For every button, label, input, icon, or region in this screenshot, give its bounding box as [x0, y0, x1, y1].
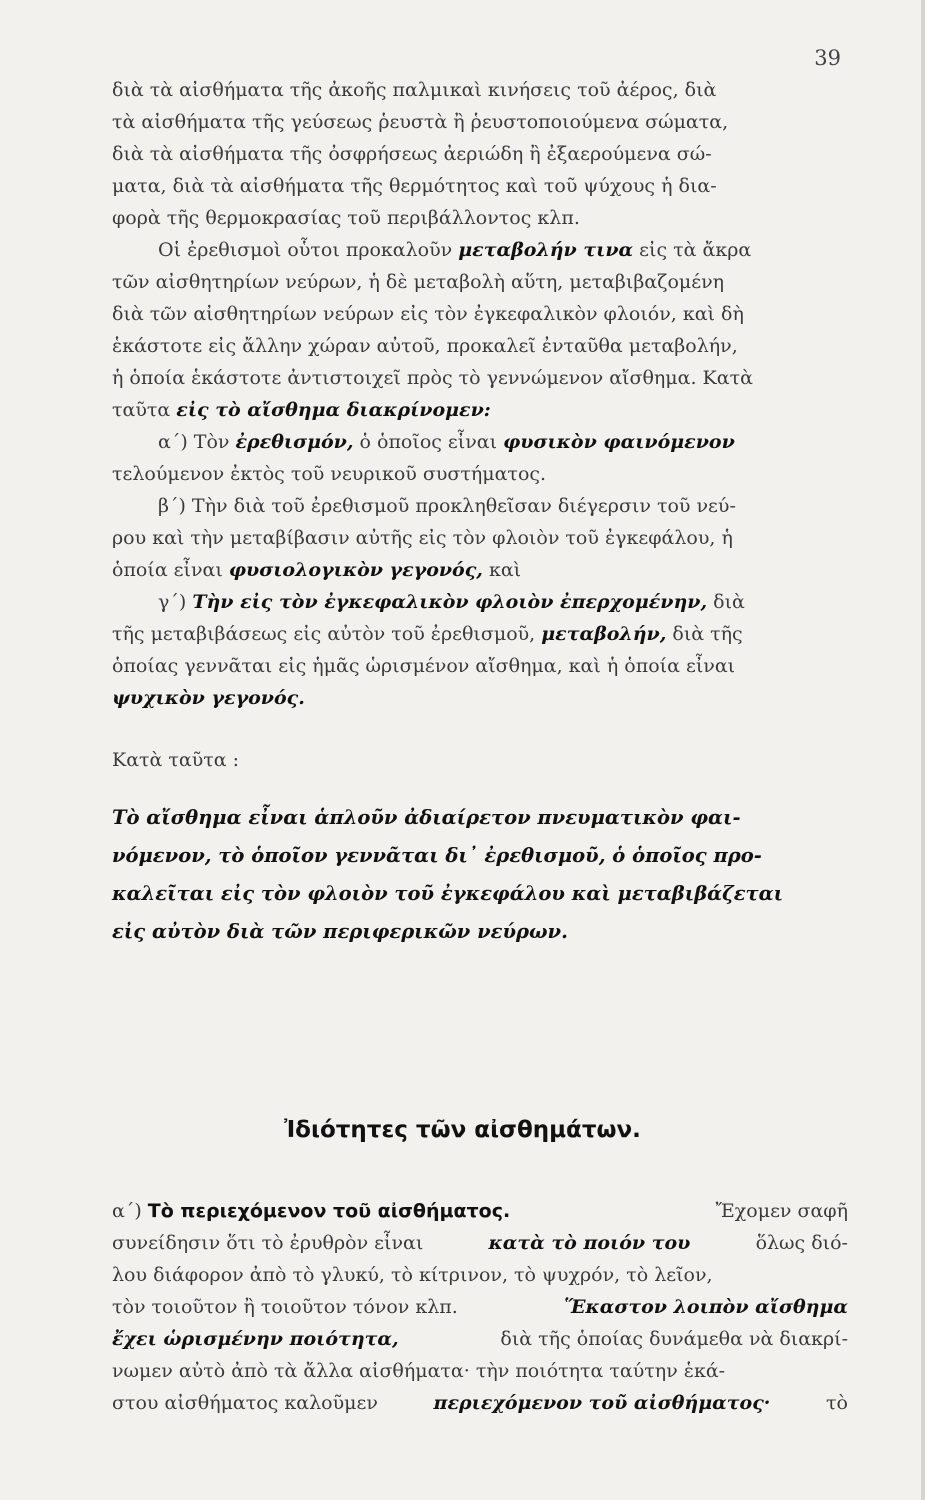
- text-line: ἑκάστοτε εἰς ἄλλην χώραν αὐτοῦ, προκαλεῖ ἐνταῦθα μεταβολήν,: [112, 335, 738, 357]
- list-item-gamma: γ΄) Τὴν εἰς τὸν ἐγκεφαλικὸν φλοιὸν ἐπερχομένην, διὰ: [158, 591, 745, 613]
- list-item-beta: β΄) Τὴν διὰ τοῦ ἐρεθισμοῦ προκληθεῖσαν διέγερσιν τοῦ νεύ-: [158, 495, 736, 517]
- text-line: Οἱ ἐρεθισμοὶ οὗτοι προκαλοῦν μεταβολήν τινα εἰς τὰ ἄκρα: [158, 239, 752, 261]
- text-line: λου διάφορον ἀπὸ τὸ γλυκύ, τὸ κίτρινον, τὸ ψυχρόν, τὸ λεῖον,: [112, 1264, 713, 1286]
- text-line: τὰ αἰσθήματα τῆς γεύσεως ῥευστὰ ἢ ῥευστοποιούμενα σώματα,: [112, 111, 729, 133]
- text-line: διὰ τὰ αἰσθήματα τῆς ἀκοῆς παλμικαὶ κινήσεις τοῦ ἀέρος, διὰ: [112, 79, 717, 101]
- spacer: [112, 714, 848, 744]
- section-heading: Ἰδιότητες τῶν αἰσθημάτων.: [284, 1117, 641, 1143]
- definition-block: [112, 802, 848, 954]
- definition-line: Τὸ αἴσθημα εἶναι ἁπλοῦν ἀδιαίρετον πνευματικὸν φαι-: [112, 806, 741, 829]
- text-line: ματα, διὰ τὰ αἰσθήματα τῆς θερμότητος καὶ τοῦ ψύχους ἡ δια-: [112, 175, 717, 197]
- text-line: ψυχικὸν γεγονός.: [112, 687, 305, 709]
- text-line: φορὰ τῆς θερμοκρασίας τοῦ περιβάλλοντος κλπ.: [112, 207, 580, 229]
- text-line: τὸν τοιοῦτον ἢ τοιοῦτον τόνον κλπ. Ἕκαστον λοιπὸν αἴσθημα: [112, 1296, 848, 1318]
- text-line: στου αἰσθήματος καλοῦμεν περιεχόμενον τοῦ αἰσθήματος· τὸ: [112, 1392, 848, 1414]
- text-line: ταῦτα εἰς τὸ αἴσθημα διακρίνομεν:: [112, 399, 491, 421]
- text-line: ὁποία εἶναι φυσιολογικὸν γεγονός, καὶ: [112, 559, 522, 581]
- definition-line: εἰς αὐτὸν διὰ τῶν περιφερικῶν νεύρων.: [112, 920, 568, 943]
- text-line: ἔχει ὡρισμένην ποιότητα, διὰ τῆς ὁποίας δυνάμεθα νὰ διακρί-: [112, 1328, 848, 1350]
- text-line: τῶν αἰσθητηρίων νεύρων, ἡ δὲ μεταβολὴ αὕτη, μεταβιβαζομένη: [112, 271, 725, 293]
- text-line: τελούμενον ἐκτὸς τοῦ νευρικοῦ συστήματος.: [112, 463, 547, 485]
- list-item-alpha: α΄) Τὸν ἐρεθισμόν, ὁ ὁποῖος εἶναι φυσικὸν φαινόμενον: [158, 431, 735, 453]
- page-edge: [921, 0, 925, 1500]
- text-line: τῆς μεταβιβάσεως εἰς αὐτὸν τοῦ ἐρεθισμοῦ, μεταβολήν, διὰ τῆς: [112, 623, 743, 645]
- spacer: [112, 776, 848, 802]
- text-line: α΄) Τὸ περιεχόμενον τοῦ αἰσθήματος. Ἔχομεν σαφῆ: [112, 1200, 848, 1222]
- section-body: [112, 1195, 848, 1419]
- definition-line: καλεῖται εἰς τὸν φλοιὸν τοῦ ἐγκεφάλου καὶ μεταβιβάζεται: [112, 882, 784, 905]
- page-number: 39: [814, 46, 841, 70]
- text-line: διὰ τὰ αἰσθήματα τῆς ὀσφρήσεως ἀεριώδη ἢ ἐξαερούμενα σώ-: [112, 143, 712, 165]
- definition-line: νόμενον, τὸ ὁποῖον γεννᾶται δι᾽ ἐρεθισμοῦ, ὁ ὁποῖος προ-: [112, 844, 762, 867]
- text-line: νωμεν αὐτὸ ἀπὸ τὰ ἄλλα αἰσθήματα· τὴν ποιότητα ταύτην ἑκά-: [112, 1360, 726, 1382]
- text-line: διὰ τῶν αἰσθητηρίων νεύρων εἰς τὸν ἐγκεφαλικὸν φλοιόν, καὶ δὴ: [112, 303, 744, 325]
- text-line: ὁποίας γεννᾶται εἰς ἡμᾶς ὡρισμένον αἴσθημα, καὶ ἡ ὁποία εἶναι: [112, 655, 736, 677]
- text-line: Κατὰ ταῦτα :: [112, 749, 240, 771]
- text-line: ρου καὶ τὴν μεταβίβασιν αὐτῆς εἰς τὸν φλοιὸν τοῦ ἐγκεφάλου, ἡ: [112, 527, 733, 549]
- text-line: συνείδησιν ὅτι τὸ ἐρυθρὸν εἶναι κατὰ τὸ ποιόν του ὅλως διό-: [112, 1232, 848, 1254]
- page-body: [112, 74, 848, 954]
- text-line: ἡ ὁποία ἑκάστοτε ἀντιστοιχεῖ πρὸς τὸ γεννώμενον αἴσθημα. Κατὰ: [112, 367, 753, 389]
